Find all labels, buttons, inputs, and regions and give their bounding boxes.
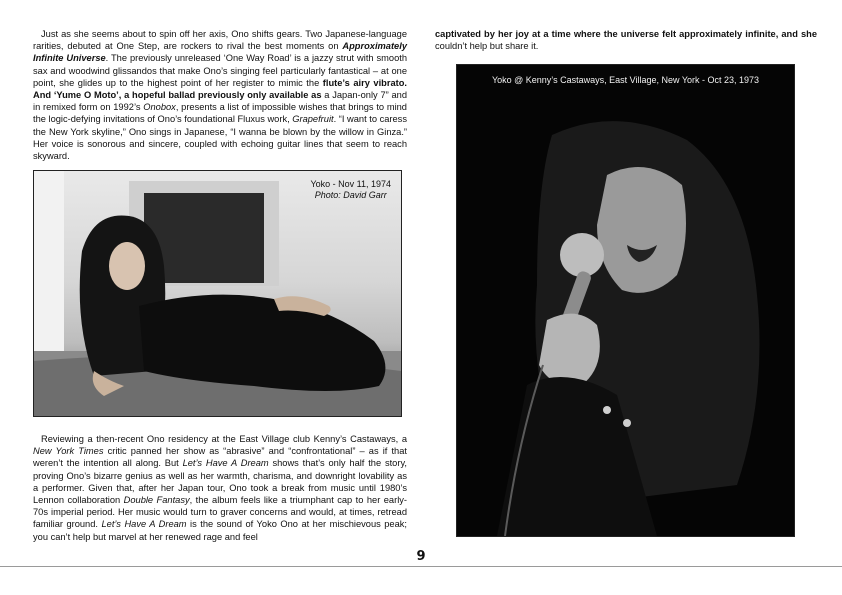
text-run: Just as she seems about to spin off her axis, Ono shifts gears. Two Japanese-language rarities, debuted at One Step, are rockers to rival the best moments on: [33, 29, 407, 52]
book-title: Grapefruit: [292, 114, 334, 125]
article-text-right-top: [435, 28, 817, 52]
text-run: . The previously unreleased ‘One Way Road’ is a jazzy strut with smooth sax and woodwind glissandos that make Ono’s singing feel particularly fantastical – at one point, she glides up to the highest point of her register to mimic the: [33, 53, 407, 88]
paragraph-continuation: [435, 28, 817, 52]
paragraph-one-step: [33, 28, 407, 162]
cuff-button: [603, 406, 611, 414]
album-title: Let’s Have A Dream: [182, 458, 269, 469]
photo-caption-reclining: [310, 179, 391, 201]
face-shape: [597, 167, 686, 293]
album-title: Double Fantasy: [123, 495, 190, 506]
photo-live-illustration: [457, 65, 794, 536]
photo-yoko-live: [456, 64, 795, 537]
photo-reclining-illustration: [34, 171, 401, 416]
footer-divider: [0, 566, 842, 567]
dress-shape: [139, 295, 385, 391]
hand-shape: [539, 314, 600, 386]
album-title: Let’s Have A Dream: [101, 519, 187, 530]
photo-yoko-reclining: [33, 170, 402, 417]
text-run: is the sound of Yoko Ono at her mischievous peak; you can’t help but marvel at her renewed rage and feel: [33, 519, 407, 542]
text-run: , presents a list of impossible wishes that brings to mind the logic-defying invitations of Ono’s foundational Fluxus work,: [33, 102, 407, 125]
publication-title: New York Times: [33, 446, 104, 457]
text-run: critic panned her show as “abrasive” and “confrontational” – as if that weren’t the intention all along. But: [33, 446, 407, 469]
text-run: Reviewing a then-recent Ono residency at the East Village club Kenny’s Castaways, a: [41, 434, 407, 444]
caption-credit: Photo: David Garr: [314, 190, 387, 200]
window-light: [34, 171, 64, 351]
text-run: , the album feels like a triumphant cap to her early-70s imperial period. Her music would turn to graver concerns and would, at times, retread familiar ground.: [33, 495, 407, 530]
text-run: shows that’s only half the story, proving Ono’s bizarre genius as well as her warmth, charisma, and downright lovability as a performer. Given that, after her Japan tour, Ono took a break from music until 1980’s Lennon collaboration: [33, 458, 407, 506]
text-run: . “I want to caress the New York skyline,” Ono sings in Japanese, “I wanna be blown by the willow in Ginza.” Her voice is sonorous and sincere, coupled with echoing guitar lines that seem to reach skyward.: [33, 114, 407, 162]
photo-caption-live: Yoko @ Kenny’s Castaways, East Village, New York - Oct 23, 1973: [491, 75, 760, 85]
paragraph-kennys-castaways: [33, 433, 407, 543]
microphone-head: [560, 233, 604, 277]
text-run: couldn’t help but share it.: [435, 41, 539, 52]
text-run-bold: captivated by her joy at a time where the universe felt approximately infinite, and she: [435, 29, 817, 39]
text-run-bold: flute’s airy vibrato. And ‘Yume O Moto’, a hopeful ballad previously only available as: [33, 77, 407, 101]
article-text-left-bottom: [33, 433, 407, 543]
page-number: 9: [416, 549, 426, 564]
cuff-button: [623, 419, 631, 427]
text-run: a Japan-only 7” and in remixed form on 1992’s: [33, 90, 407, 113]
album-title: Onobox: [143, 102, 176, 113]
caption-date: Yoko - Nov 11, 1974: [310, 179, 391, 189]
article-text-left-top: [33, 28, 407, 162]
album-title: Approximately Infinite Universe: [33, 41, 407, 64]
face-shape: [109, 242, 145, 290]
